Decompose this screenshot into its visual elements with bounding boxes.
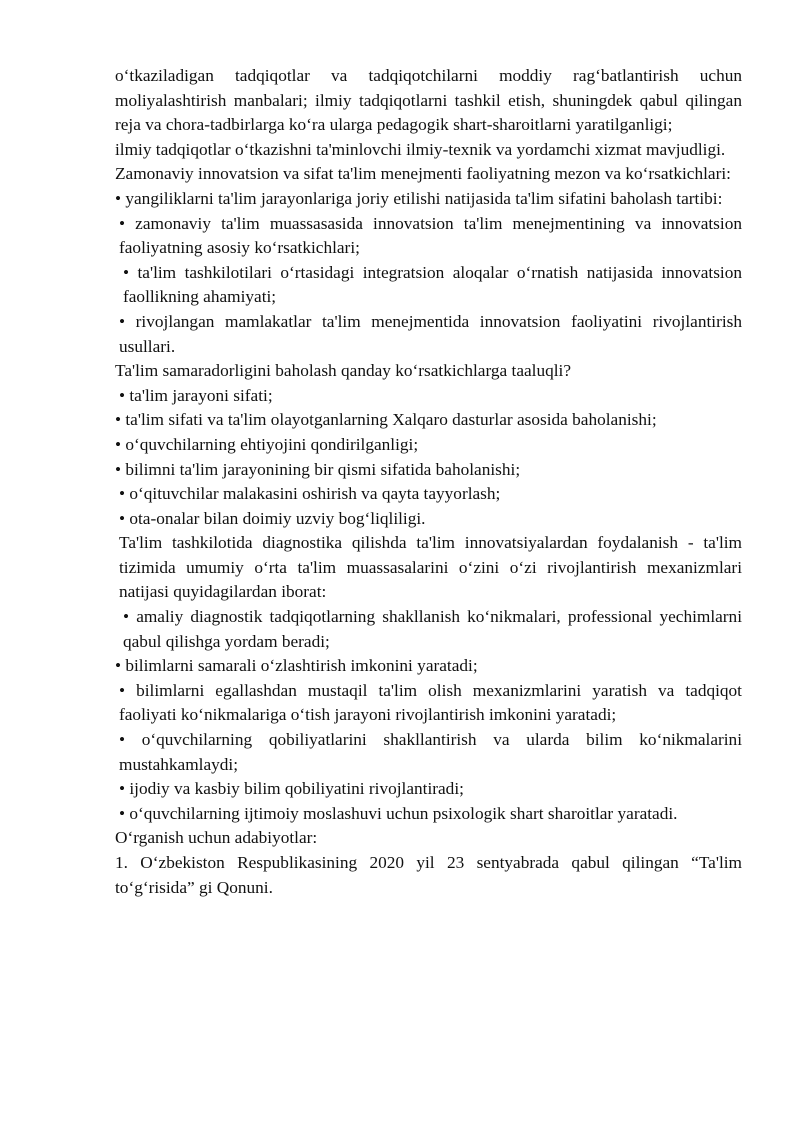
list-item: • ota-onalar bilan doimiy uzviy bog‘liqliligi.	[119, 508, 426, 528]
literature-heading: O‘rganish uchun adabiyotlar:	[115, 828, 318, 848]
list-item: • ta'lim sifati va ta'lim olayotganlarning Xalqaro dasturlar asosida baholanishi;	[115, 410, 657, 430]
list-item: • bilimni ta'lim jarayonining bir qismi sifatida baholanishi;	[115, 459, 521, 479]
paragraph-efficiency-question: Ta'lim samaradorligini baholash qanday ko‘rsatkichlarga taaluqli?	[115, 361, 572, 381]
paragraph-criteria-heading: Zamonaviy innovatsion va sifat ta'lim menejmenti faoliyatning mezon va ko‘rsatkichlari:	[115, 164, 731, 184]
list-item: • yangiliklarni ta'lim jarayonlariga joriy etilishi natijasida ta'lim sifatini baholash tartibi:	[115, 188, 723, 208]
paragraph-funding-sources: o‘tkaziladigan tadqiqotlar va tadqiqotchilarni moddiy rag‘batlantirish uchun moliyalashtirish manbalari; ilmiy tadqiqotlarni tashkil etish, shuningdek qabul qilingan reja va chora-tadbirlarga ko‘ra ularga pedagogik shart-sharoitlarni yaratilganligi;	[115, 66, 742, 135]
list-item: • o‘quvchilarning qobiliyatlarini shakllantirish va ularda bilim ko‘nikmalarini mustahkamlaydi;	[119, 730, 742, 774]
paragraph-diagnostics: Ta'lim tashkilotida diagnostika qilishda ta'lim innovatsiyalardan foydalanish - ta'lim tizimida umumiy o‘rta ta'lim muassasalarini o‘zini o‘zi rivojlantirish mexanizmlari natijasi quyidagilardan iborat:	[119, 533, 742, 602]
list-item: • rivojlangan mamlakatlar ta'lim menejmentida innovatsion faoliyatini rivojlantirish usullari.	[119, 311, 742, 356]
list-item: • zamonaviy ta'lim muassasasida innovatsion ta'lim menejmentining va innovatsion faoliyatning asosiy ko‘rsatkichlari;	[119, 213, 742, 258]
list-item: • o‘quvchilarning ehtiyojini qondirilganligi;	[115, 434, 419, 454]
document-page	[115, 64, 742, 900]
literature-item: 1. O‘zbekiston Respublikasining 2020 yil 23 sentyabrada qabul qilingan “Ta'lim to‘g‘risida” gi Qonuni.	[115, 853, 742, 897]
list-item: • ta'lim tashkilotilari o‘rtasidagi integratsion aloqalar o‘rnatish natijasida innovatsion faollikning ahamiyati;	[123, 262, 742, 307]
paragraph-scientific-service: ilmiy tadqiqotlar o‘tkazishni ta'minlovchi ilmiy-texnik va yordamchi xizmat mavjudligi.	[115, 139, 726, 159]
list-item: • bilimlarni egallashdan mustaqil ta'lim olish mexanizmlarini yaratish va tadqiqot faoliyati ko‘nikmalariga o‘tish jarayoni rivojlantirish imkonini yaratadi;	[119, 680, 742, 725]
list-item: • amaliy diagnostik tadqiqotlarning shakllanish ko‘nikmalari, professional yechimlarni qabul qilishga yordam beradi;	[123, 607, 742, 651]
list-item: • o‘qituvchilar malakasini oshirish va qayta tayyorlash;	[119, 484, 501, 504]
list-item: • bilimlarni samarali o‘zlashtirish imkonini yaratadi;	[115, 656, 478, 676]
list-item: • ta'lim jarayoni sifati;	[119, 385, 273, 405]
list-item: • o‘quvchilarning ijtimoiy moslashuvi uchun psixologik shart sharoitlar yaratadi.	[119, 803, 678, 823]
list-item: • ijodiy va kasbiy bilim qobiliyatini rivojlantiradi;	[119, 779, 464, 799]
